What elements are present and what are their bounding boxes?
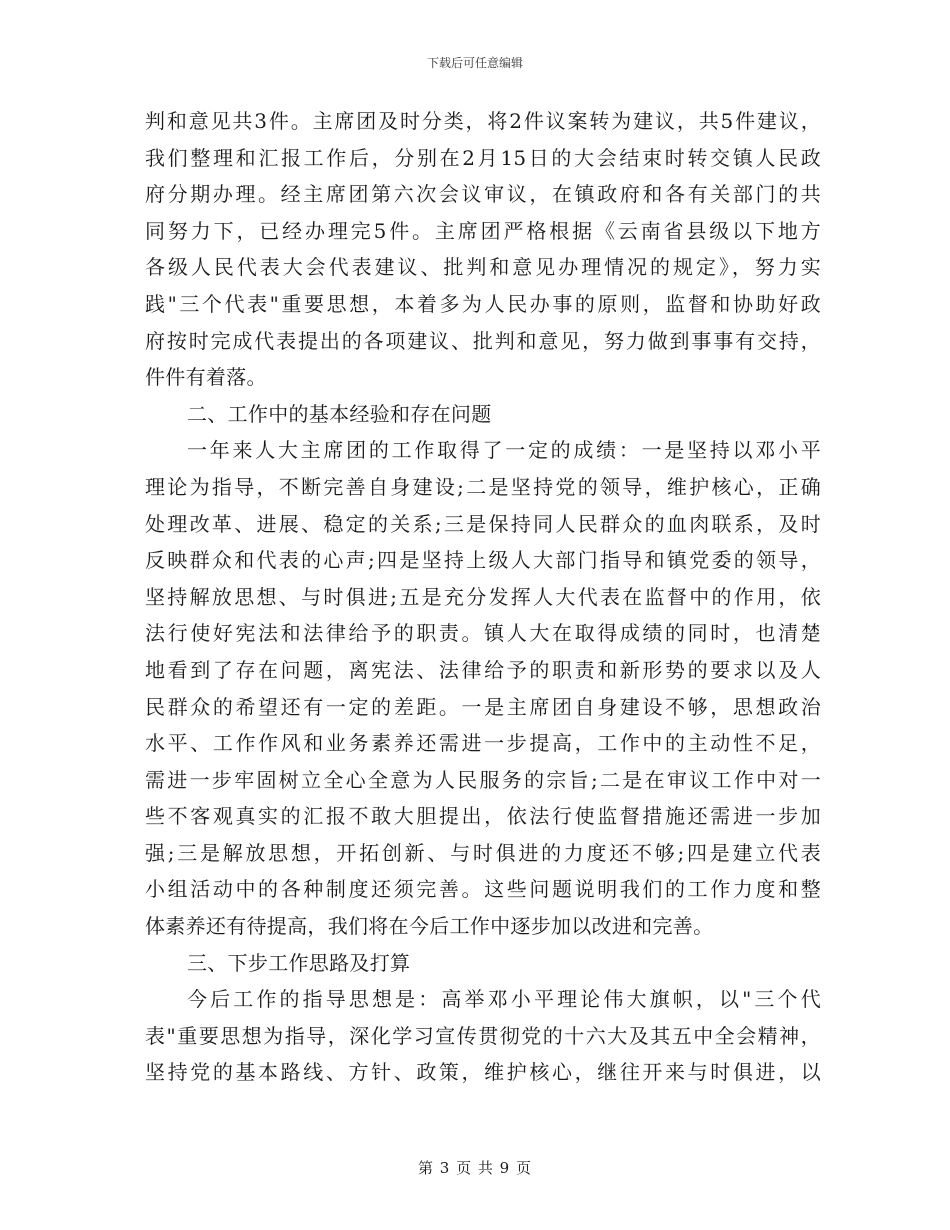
body-line: 践"三个代表"重要思想，本着多为人民办事的原则，监督和协助好政: [145, 291, 821, 316]
paragraph-first-line: 今后工作的指导思想是：高举邓小平理论伟大旗帜，以"三个代: [187, 987, 821, 1012]
body-line: 强;三是解放思想，开拓创新、与时俱进的力度还不够;四是建立代表: [145, 840, 821, 865]
body-line: 府分期办理。经主席团第六次会议审议，在镇政府和各有关部门的共: [145, 182, 821, 207]
document-body: [145, 103, 821, 1091]
body-line: 法行使好宪法和法律给予的职责。镇人大在取得成绩的同时，也清楚: [145, 621, 821, 646]
body-line: 表"重要思想为指导，深化学习宣传贯彻党的十六大及其五中全会精神，: [145, 1023, 821, 1048]
body-line: 各级人民代表大会代表建议、批判和意见办理情况的规定》，努力实: [145, 255, 821, 280]
paragraph-first-line: 一年来人大主席团的工作取得了一定的成绩：一是坚持以邓小平: [187, 438, 821, 463]
body-line: 同努力下，已经办理完5件。主席团严格根据《云南省县级以下地方: [145, 218, 821, 243]
body-line: 件件有着落。: [145, 365, 267, 390]
page-header: 下载后可任意编辑: [426, 56, 523, 70]
body-line: 理论为指导，不断完善自身建设;二是坚持党的领导，维护核心，正确: [145, 474, 821, 499]
section-heading: 三、下步工作思路及打算: [187, 950, 411, 975]
body-line: 民群众的希望还有一定的差距。一是主席团自身建设不够，思想政治: [145, 694, 821, 719]
body-line: 府按时完成代表提出的各项建议、批判和意见，努力做到事事有交持，: [145, 328, 821, 353]
body-line: 我们整理和汇报工作后，分别在2月15日的大会结束时转交镇人民政: [145, 145, 821, 170]
body-line: 水平、工作作风和业务素养还需进一步提高，工作中的主动性不足，: [145, 731, 821, 756]
body-line: 需进一步牢固树立全心全意为人民服务的宗旨;二是在审议工作中对一: [145, 767, 821, 792]
body-line: 坚持党的基本路线、方针、政策，维护核心，继往开来与时俱进，以: [145, 1060, 821, 1085]
body-line: 处理改革、进展、稳定的关系;三是保持同人民群众的血肉联系，及时: [145, 511, 821, 536]
body-line: 小组活动中的各种制度还须完善。这些问题说明我们的工作力度和整: [145, 877, 821, 902]
body-line: 反映群众和代表的心声;四是坚持上级人大部门指导和镇党委的领导，: [145, 548, 821, 573]
body-line: 地看到了存在问题，离宪法、法律给予的职责和新形势的要求以及人: [145, 657, 821, 682]
body-line: 些不客观真实的汇报不敢大胆提出，依法行使监督措施还需进一步加: [145, 804, 821, 829]
body-line: 体素养还有待提高，我们将在今后工作中逐步加以改进和完善。: [145, 914, 714, 939]
body-line: 判和意见共3件。主席团及时分类，将2件议案转为建议，共5件建议，: [145, 109, 821, 133]
body-line: 坚持解放思想、与时俱进;五是充分发挥人大代表在监督中的作用，依: [145, 584, 821, 609]
section-heading: 二、工作中的基本经验和存在问题: [187, 401, 492, 426]
page-number: 第 3 页 共 9 页: [418, 1159, 532, 1177]
